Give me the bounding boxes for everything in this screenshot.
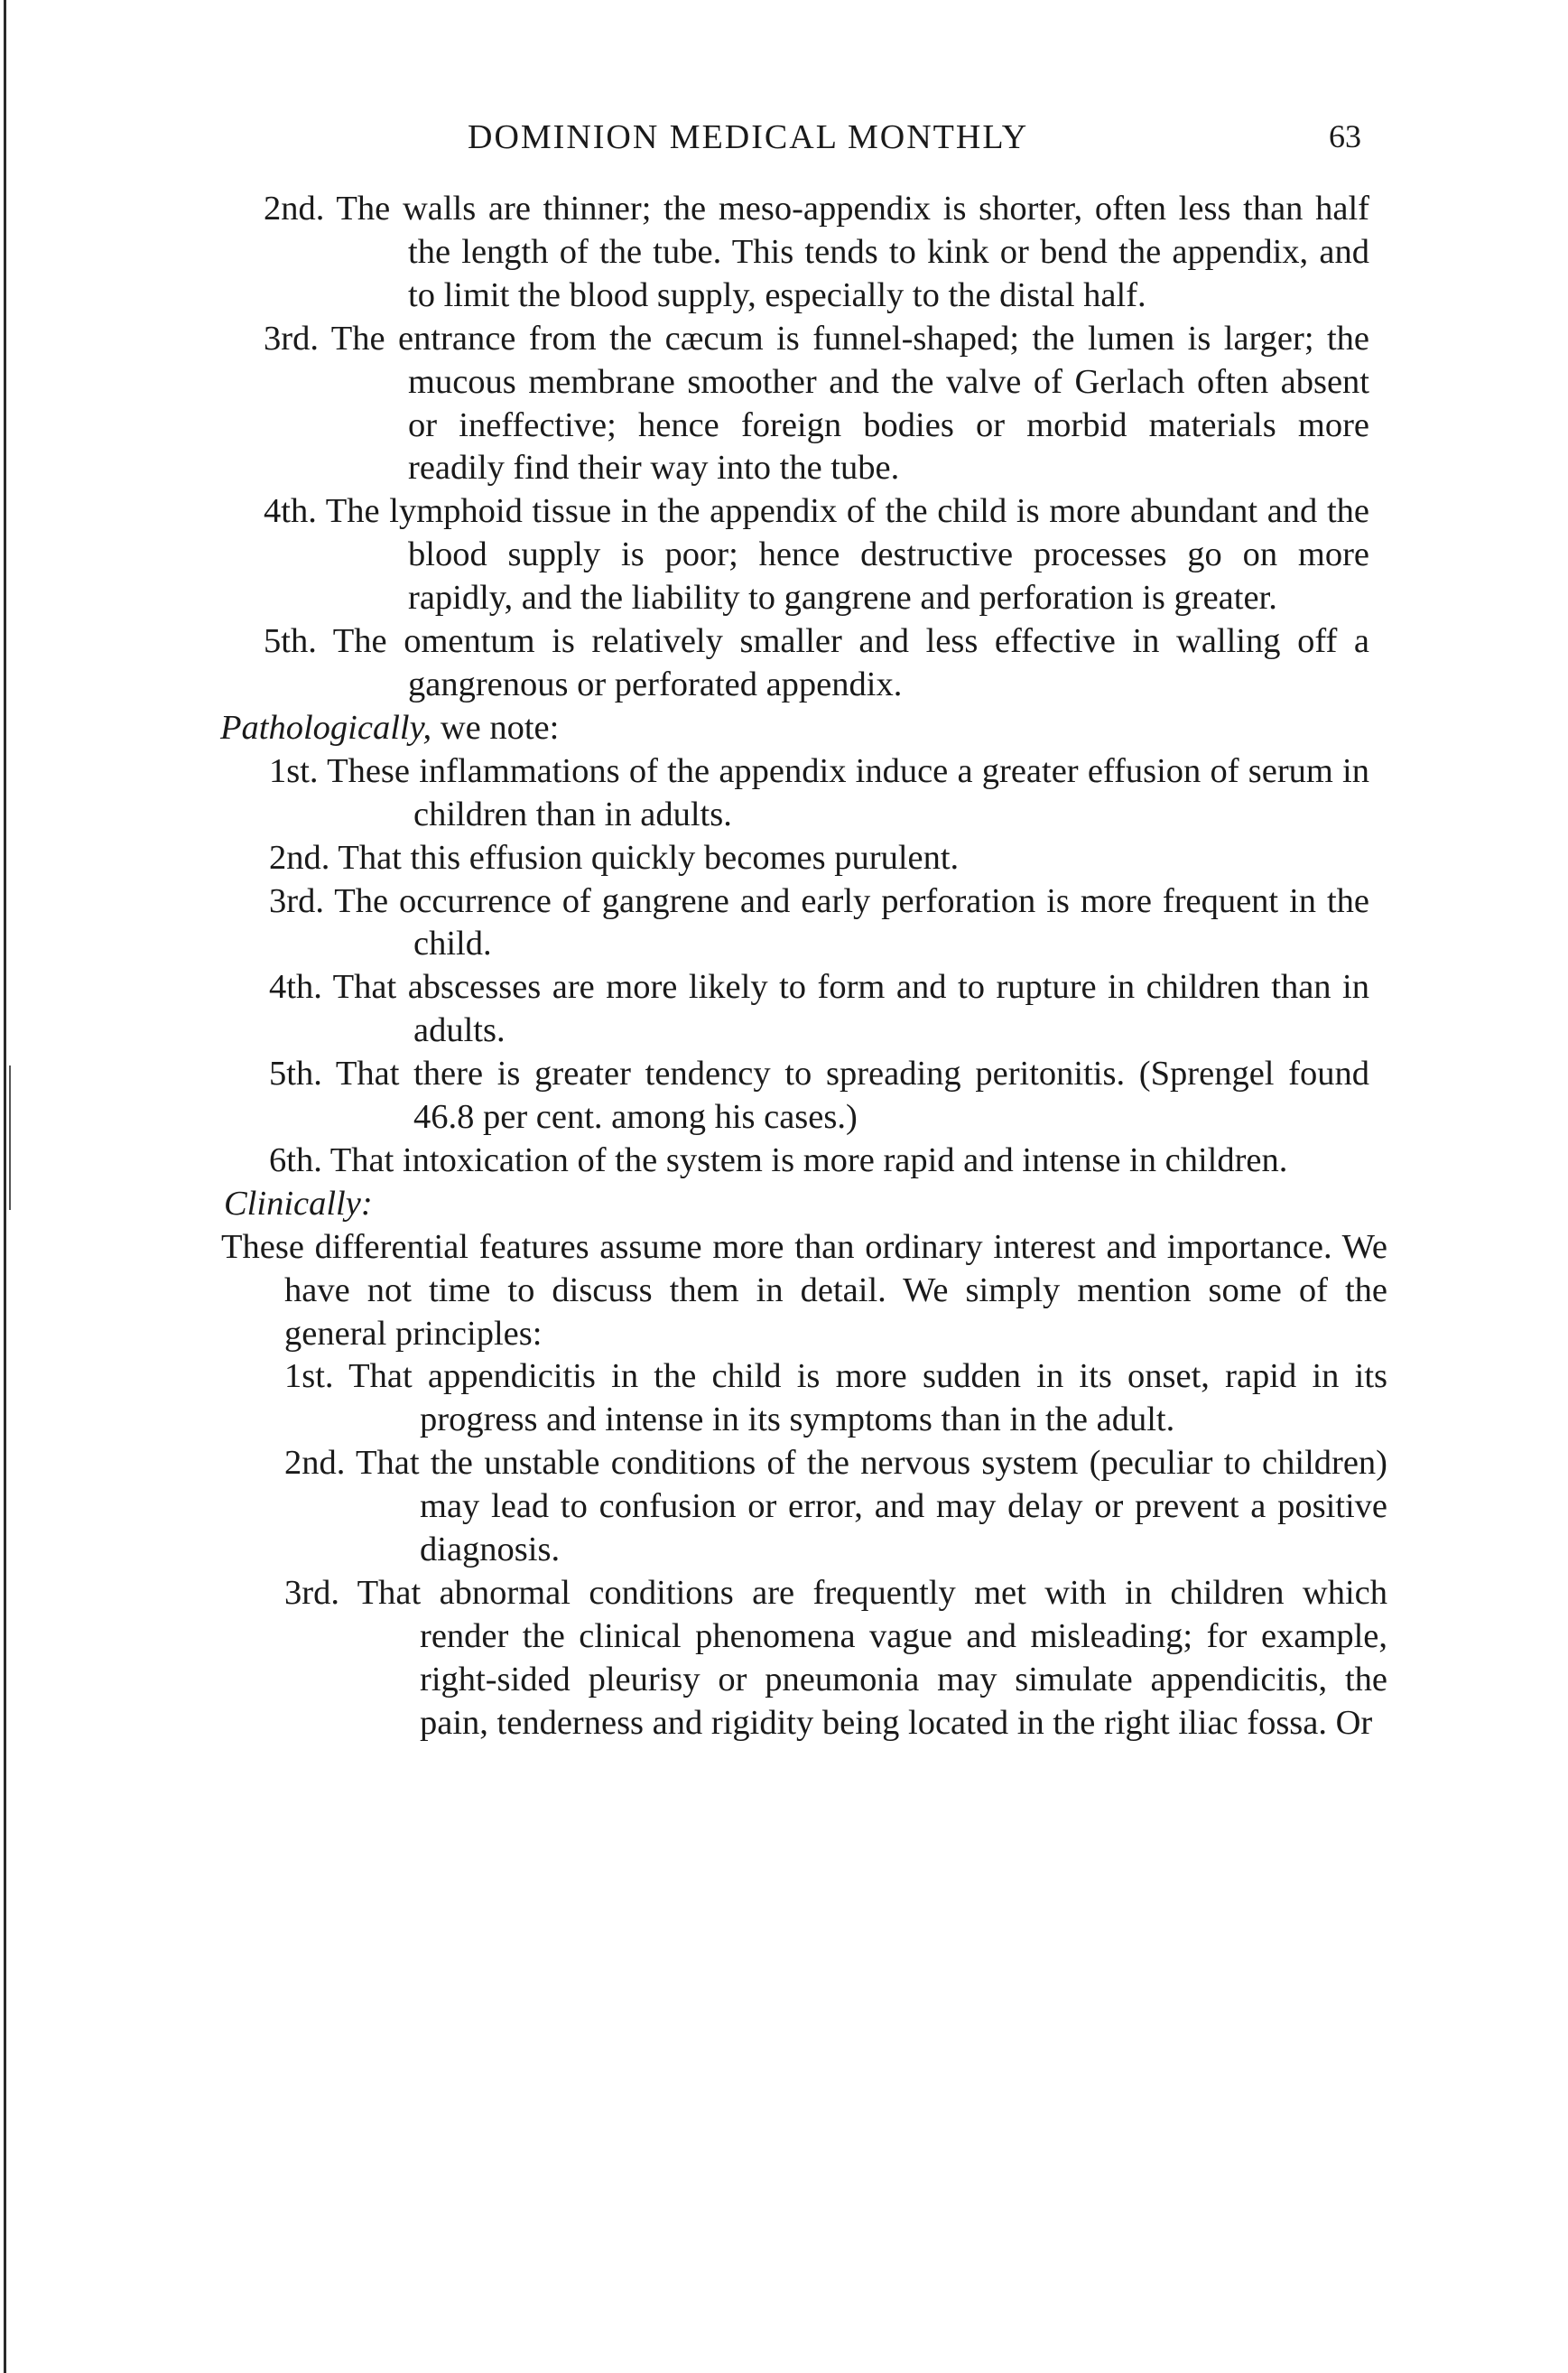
journal-title: DOMINION MEDICAL MONTHLY — [468, 118, 1029, 156]
item-number: 6th. — [269, 1140, 322, 1179]
item-text: The walls are thinner; the meso-appendix is shorter, often less than half the length of the tube. This tends to kink or bend the appendix, and to limit the blood supply, especially to the distal half. — [336, 190, 1369, 314]
clinical-item — [0, 1355, 1568, 1442]
item-number: 2nd. — [284, 1444, 346, 1483]
item-text: The omentum is relatively smaller and less effective in walling off a gangrenous or perforated appendix. — [332, 622, 1369, 703]
pathological-item — [0, 1053, 1568, 1140]
item-text: That abscesses are more likely to form and to rupture in children than in adults. — [332, 968, 1369, 1050]
section-heading-pathological — [0, 707, 1568, 750]
page-number: 63 — [1329, 118, 1361, 154]
item-number: 4th. — [264, 492, 317, 531]
anatomical-item — [0, 318, 1568, 491]
clinical-item — [0, 1572, 1568, 1745]
item-number: 5th. — [264, 622, 317, 661]
pathological-item — [0, 1140, 1568, 1183]
pathological-item — [0, 966, 1568, 1053]
anatomical-item — [0, 620, 1568, 707]
item-text: That this effusion quickly becomes purulent. — [338, 838, 960, 877]
item-number: 3rd. — [284, 1574, 339, 1612]
item-number: 1st. — [269, 751, 319, 790]
item-text: That appendicitis in the child is more sudden in its onset, rapid in its progress and intense in its symptoms than in the adult. — [348, 1357, 1387, 1439]
pathological-item — [0, 837, 1568, 880]
anatomical-item — [0, 188, 1568, 318]
item-number: 4th. — [269, 968, 322, 1007]
item-number: 1st. — [284, 1357, 334, 1396]
pathological-item — [0, 880, 1568, 967]
item-text: The lymphoid tissue in the appendix of the child is more abundant and the blood supply is poor; hence destructive processes go on more rapidly, and the liability to gangrene and perforation is greater. — [325, 492, 1369, 618]
item-text: These inflammations of the appendix induce a greater effusion of serum in children than in adults. — [327, 751, 1369, 833]
clinical-intro: These differential features assume more than ordinary interest and importance. We have not time to discuss them in detail. We simply mention some of the general principles: — [221, 1227, 1387, 1353]
item-text: That there is greater tendency to spreading peritonitis. (Sprengel found 46.8 per cent. among his cases.) — [335, 1055, 1370, 1137]
page-body — [0, 188, 1568, 1745]
item-text: That the unstable conditions of the nervous system (peculiar to children) may lead to confusion or error, and may delay or prevent a positive diagnosis. — [356, 1444, 1388, 1569]
section-heading-clinical: Clinically: — [224, 1184, 373, 1223]
anatomical-item — [0, 490, 1568, 620]
item-number: 2nd. — [269, 838, 330, 877]
item-text: The occurrence of gangrene and early perforation is more frequent in the child. — [334, 881, 1369, 963]
running-header — [0, 117, 1568, 172]
item-text: That abnormal conditions are frequently met with in children which render the clinical phenomena vague and misleading; for example, right-sided pleurisy or pneumonia may simulate appendicitis, the pain, tenderness and rigidity being located in the right iliac fossa. Or — [357, 1574, 1387, 1742]
item-text: That intoxication of the system is more rapid and intense in children. — [329, 1140, 1288, 1179]
heading-rest: we note: — [431, 708, 560, 747]
item-text: The entrance from the cæcum is funnel-shaped; the lumen is larger; the mucous membrane smoother and the valve of Gerlach often absent or ineffective; hence foreign bodies or morbid materials more readily find their way into the tube. — [330, 319, 1370, 488]
item-number: 2nd. — [264, 190, 325, 228]
item-number: 5th. — [269, 1055, 322, 1093]
item-number: 3rd. — [264, 319, 319, 358]
clinical-item — [0, 1442, 1568, 1572]
heading-italic: Pathologically, — [220, 708, 432, 747]
pathological-item — [0, 750, 1568, 837]
item-number: 3rd. — [269, 881, 324, 920]
